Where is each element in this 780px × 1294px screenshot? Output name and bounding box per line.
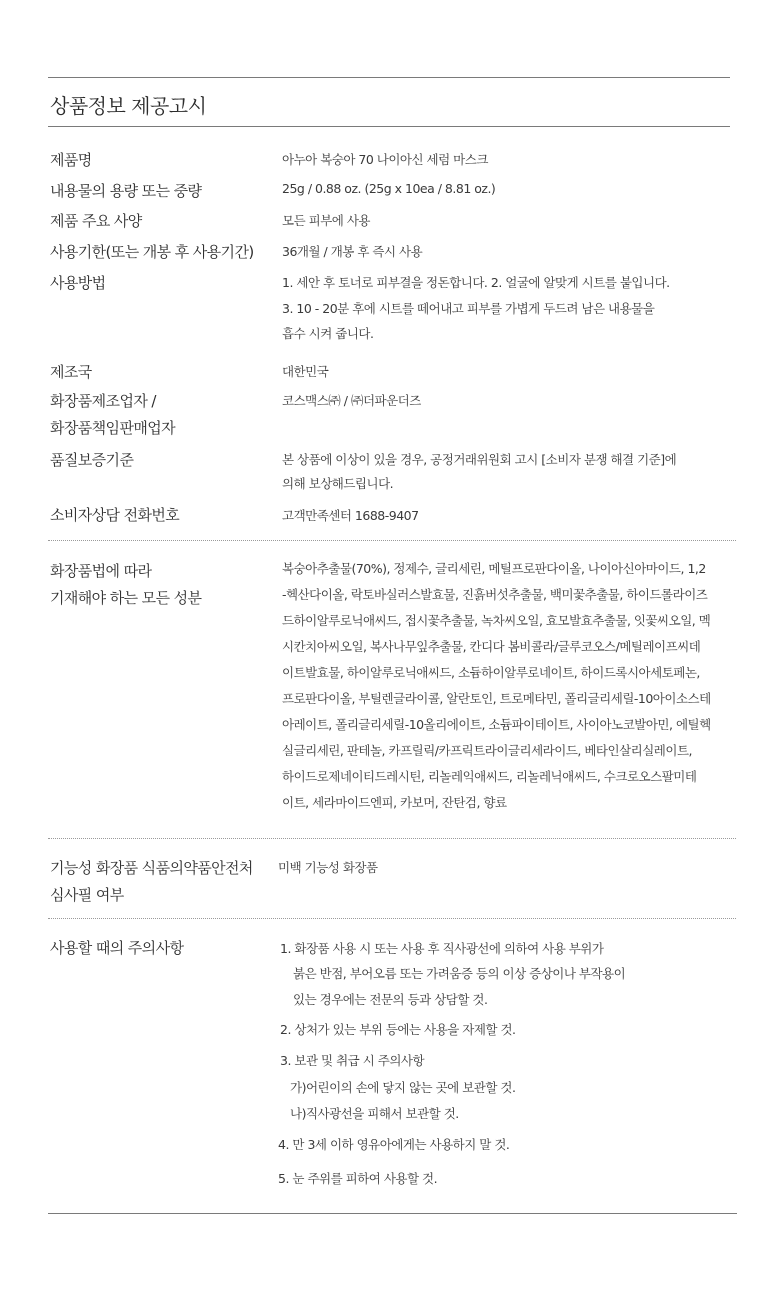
ingredients-line: 이트, 세라마이드엔피, 카보머, 잔탄검, 향료 [282,795,507,810]
caution-line: 4. 만 3세 이하 영유아에게는 사용하지 말 것. [278,1137,510,1152]
label-usage: 사용방법 [50,274,106,292]
divider [48,838,736,839]
value-product-name: 아누아 복숭아 70 나이아신 세럼 마스크 [282,152,488,167]
value-country: 대한민국 [282,364,329,379]
label-quality: 품질보증기준 [50,451,134,469]
value-phone: 고객만족센터 1688-9407 [282,508,419,523]
value-usage-line: 1. 세안 후 토너로 피부결을 정돈합니다. 2. 얼굴에 알맞게 시트를 붙입니다. [282,275,670,290]
label-manufacturer-line: 화장품제조업자 / [50,392,156,410]
value-volume: 25g / 0.88 oz. (25g x 10ea / 8.81 oz.) [282,181,496,196]
bottom-rule [48,1213,737,1214]
caution-line: 3. 보관 및 취급 시 주의사항 [280,1053,425,1068]
label-product-name: 제품명 [50,151,92,169]
ingredients-line: 시칸치아씨오일, 복사나무잎추출물, 칸디다 봄비콜라/글루코오스/메틸레이프씨데 [282,639,701,654]
divider [48,918,736,919]
label-ingredients-line: 화장품법에 따라 [50,562,152,580]
label-cautions: 사용할 때의 주의사항 [50,939,184,957]
label-country: 제조국 [50,363,92,381]
label-expiry: 사용기한(또는 개봉 후 사용기간) [50,243,254,261]
caution-line: 있는 경우에는 전문의 등과 상담할 것. [293,992,488,1007]
ingredients-line: 드하이알루로닉애씨드, 접시꽃추출물, 녹차씨오일, 효모발효추출물, 잇꽃씨오일, 멕 [282,613,711,628]
caution-line: 2. 상처가 있는 부위 등에는 사용을 자제할 것. [280,1022,516,1037]
caution-line: 5. 눈 주위를 피하여 사용할 것. [278,1171,438,1186]
ingredients-line: 하이드로제네이티드레시틴, 리놀레익애씨드, 리놀레닉애씨드, 수크로오스팔미테 [282,769,697,784]
label-phone: 소비자상담 전화번호 [50,506,180,524]
divider [48,540,736,541]
ingredients-line: -헥산다이올, 락토바실러스발효물, 진흙버섯추출물, 백미꽃추출물, 하이드롤라이즈 [282,587,708,602]
label-functional-line: 심사필 여부 [50,886,124,904]
label-volume: 내용물의 용량 또는 중량 [50,182,202,200]
caution-line: 가)어린이의 손에 닿지 않는 곳에 보관할 것. [290,1080,516,1095]
label-spec: 제품 주요 사양 [50,212,142,230]
value-usage-line: 3. 10 - 20분 후에 시트를 떼어내고 피부를 가볍게 두드려 남은 내용물을 [282,301,655,316]
ingredients-line: 복숭아추출물(70%), 정제수, 글리세린, 메틸프로판다이올, 나이아신아마이드, 1,2 [282,561,706,576]
value-manufacturer: 코스맥스㈜ / ㈜더파운더즈 [282,393,421,408]
page-title: 상품정보 제공고시 [50,94,207,118]
caution-line: 나)직사광선을 피해서 보관할 것. [290,1106,459,1121]
value-quality-line: 본 상품에 이상이 있을 경우, 공정거래위원회 고시 [소비자 분쟁 해결 기준]에 [282,452,677,467]
caution-line: 1. 화장품 사용 시 또는 사용 후 직사광선에 의하여 사용 부위가 [280,941,604,956]
label-ingredients-line: 기재해야 하는 모든 성분 [50,589,202,607]
top-rule [48,77,730,78]
value-usage-line: 흡수 시켜 줍니다. [282,326,374,341]
value-functional: 미백 기능성 화장품 [278,860,378,875]
ingredients-line: 프로판다이올, 부틸렌글라이콜, 알란토인, 트로메타민, 폴리글리세릴-10아이소스테 [282,691,711,706]
ingredients-line: 이트발효물, 하이알루로닉애씨드, 소듐하이알루로네이트, 하이드록시아세토페논, [282,665,700,680]
label-functional-line: 기능성 화장품 식품의약품안전처 [50,859,253,877]
ingredients-line: 아레이트, 폴리글리세릴-10올리에이트, 소듐파이테이트, 사이아노코발아민, 에틸헥 [282,717,711,732]
value-spec: 모든 피부에 사용 [282,213,370,228]
label-manufacturer-line: 화장품책임판매업자 [50,419,176,437]
value-quality-line: 의해 보상해드립니다. [282,476,394,491]
title-underline [48,126,730,127]
ingredients-line: 실글리세린, 판테놀, 카프릴릭/카프릭트라이글리세라이드, 베타인살리실레이트, [282,743,693,758]
caution-line: 붉은 반점, 부어오름 또는 가려움증 등의 이상 증상이나 부작용이 [293,966,626,981]
value-expiry: 36개월 / 개봉 후 즉시 사용 [282,244,423,259]
